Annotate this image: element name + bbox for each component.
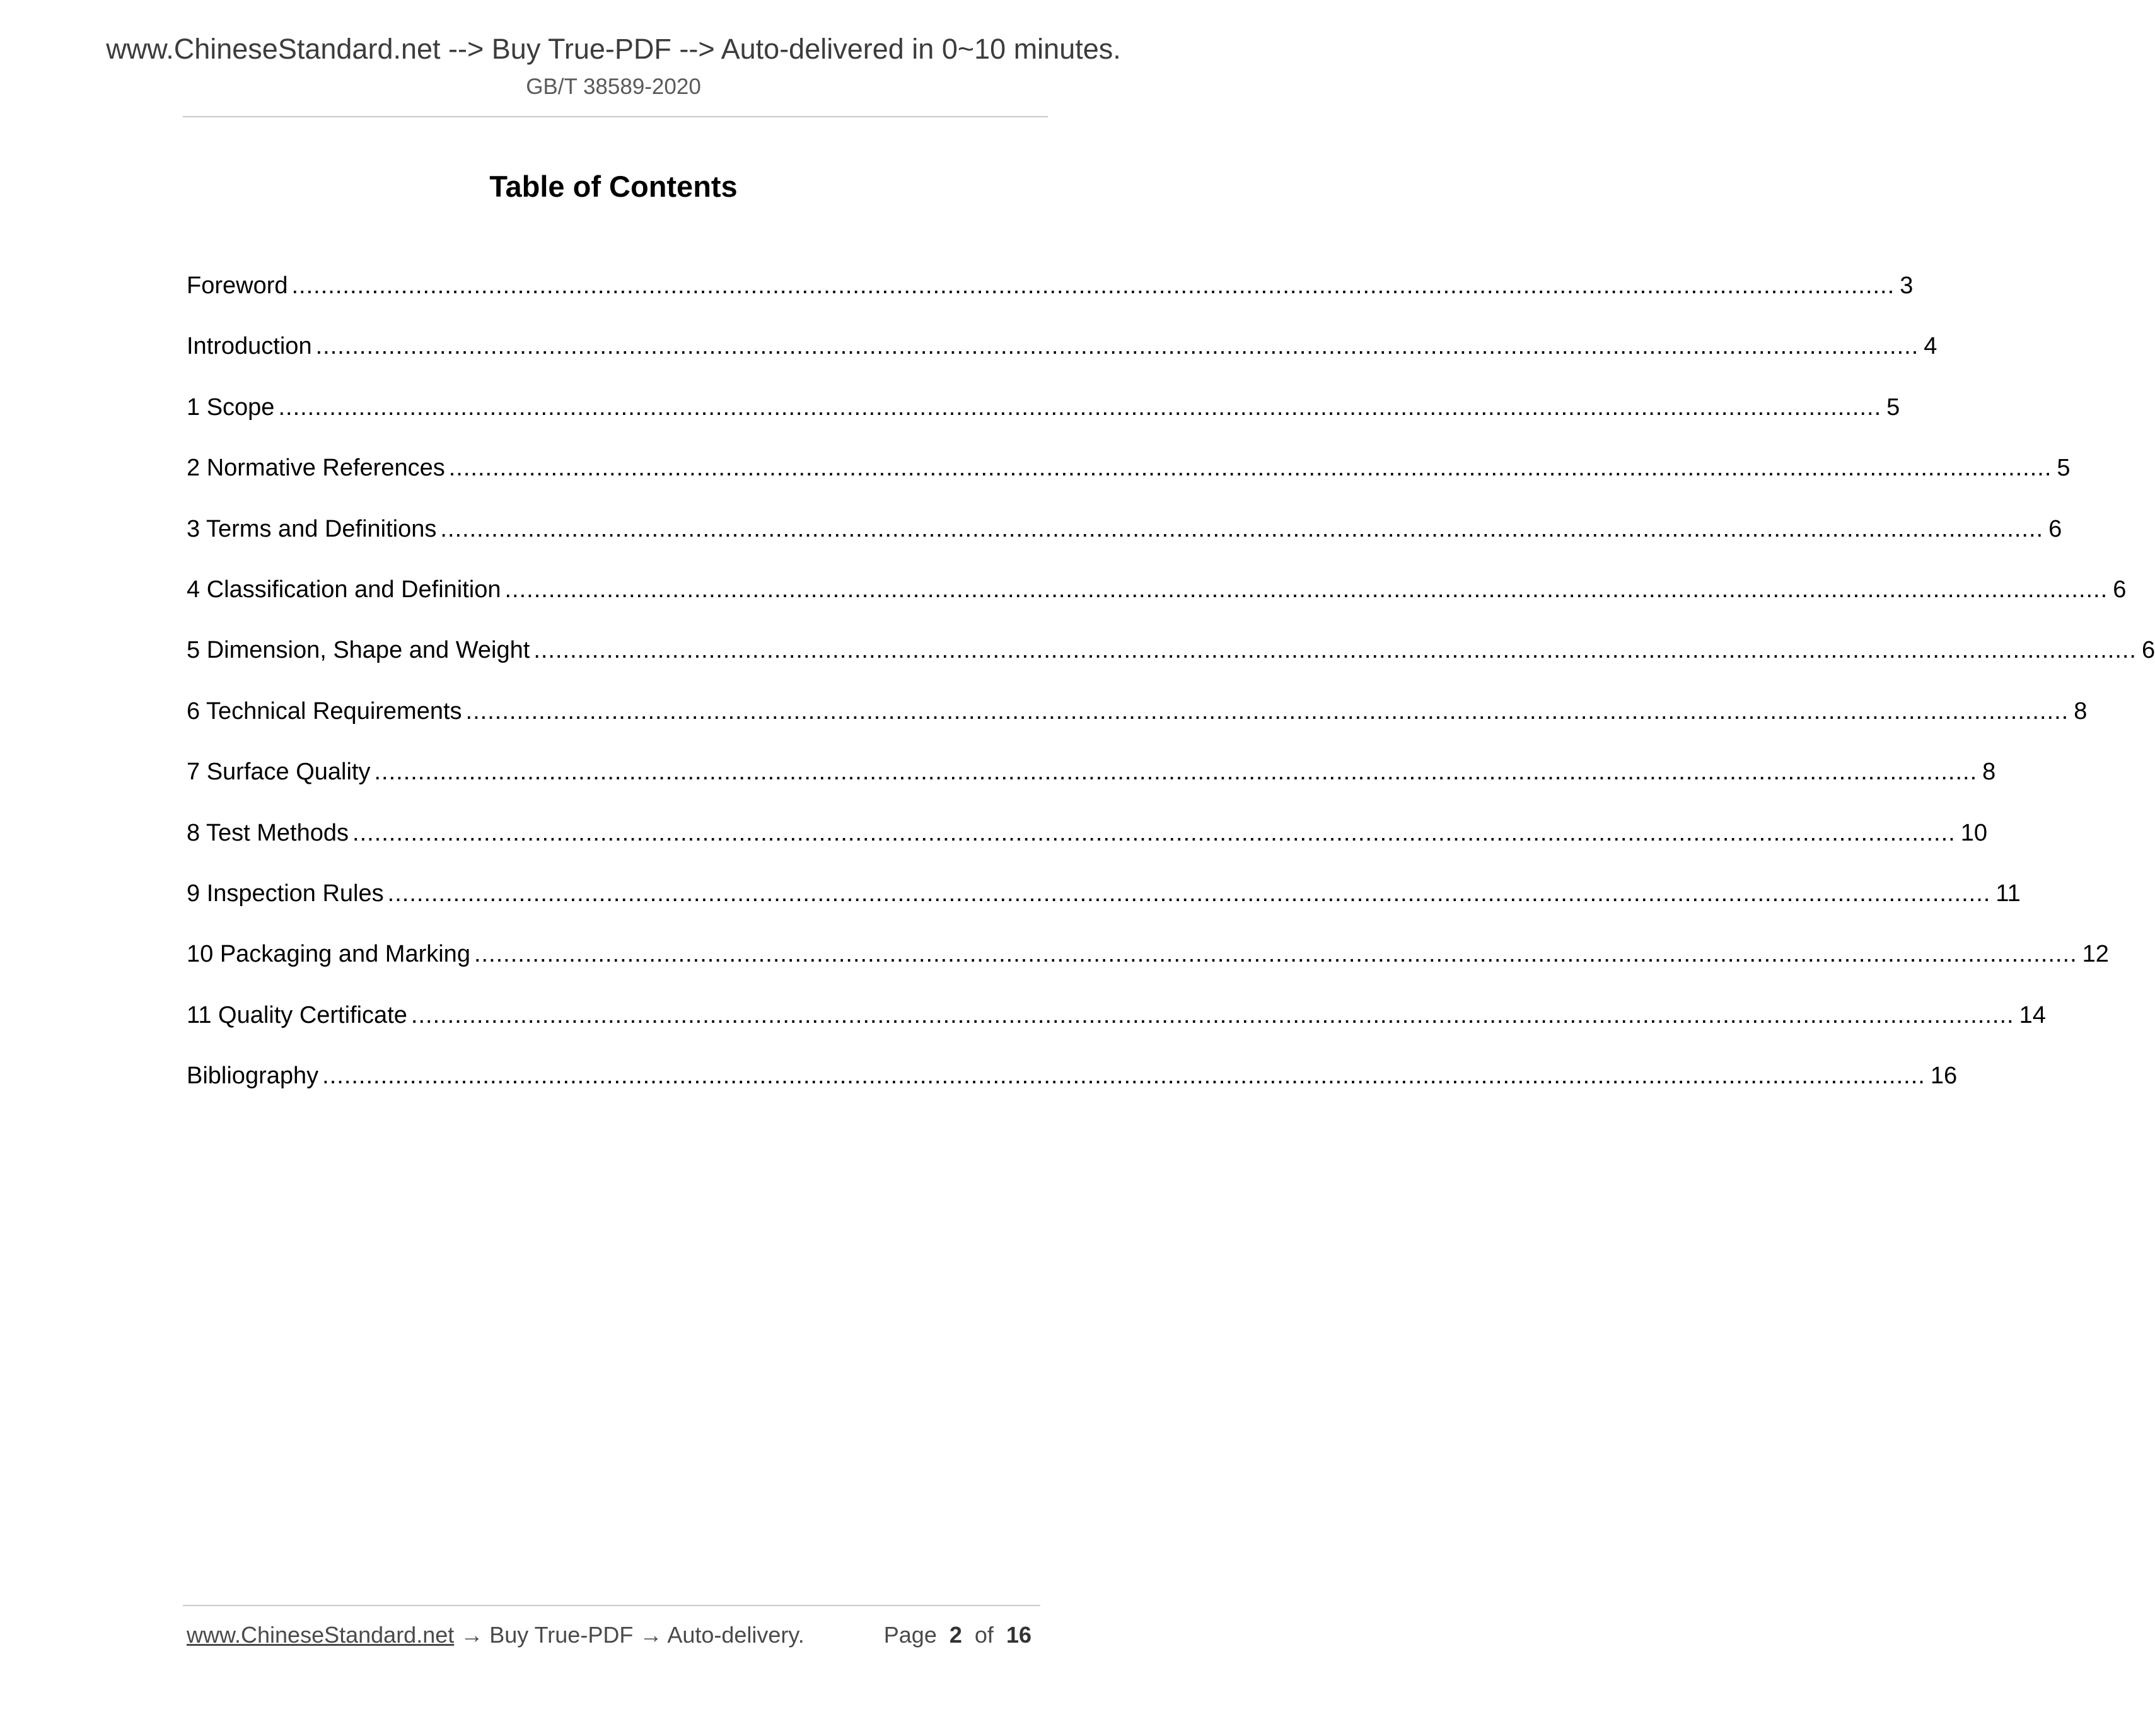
toc-entry-page: 11 xyxy=(1995,880,2021,907)
toc-leader-dots: ............................................................................................................................................................................................................................ xyxy=(410,1001,2014,1028)
page-of-label: of xyxy=(974,1622,994,1648)
toc-entry-inspection-rules[interactable] xyxy=(187,880,2021,941)
toc-leader-dots: ............................................................................................................................................................................................................................ xyxy=(533,637,2137,664)
page-label: Page xyxy=(883,1622,937,1648)
toc-entry-page: 6 xyxy=(2142,637,2155,664)
toc-entry-page: 6 xyxy=(2113,576,2127,603)
document-code: GB/T 38589-2020 xyxy=(526,74,701,99)
toc-entry-technical-requirements[interactable] xyxy=(187,697,2088,759)
toc-leader-dots: ............................................................................................................................................................................................................................ xyxy=(448,455,2052,482)
toc-leader-dots: ............................................................................................................................................................................................................................ xyxy=(387,880,1991,907)
toc-entry-label: 2 Normative References xyxy=(187,455,445,482)
toc-entry-label: 6 Technical Requirements xyxy=(187,697,462,725)
toc-leader-dots: ............................................................................................................................................................................................................................ xyxy=(374,759,1978,786)
toc-entry-normative-references[interactable] xyxy=(187,455,2071,515)
toc-entry-label: 7 Surface Quality xyxy=(187,759,371,786)
toc-entry-scope[interactable] xyxy=(187,393,1900,455)
toc-entry-test-methods[interactable] xyxy=(187,819,1987,880)
toc-entry-page: 4 xyxy=(1924,333,1937,360)
toc-leader-dots: ............................................................................................................................................................................................................................ xyxy=(315,333,1919,360)
toc-entry-page: 5 xyxy=(1886,393,1900,421)
toc-entry-label: 1 Scope xyxy=(187,393,275,421)
toc-entry-label: 8 Test Methods xyxy=(187,819,349,846)
page-total: 16 xyxy=(1006,1622,1031,1648)
toc-leader-dots: ............................................................................................................................................................................................................................ xyxy=(352,819,1956,846)
toc-leader-dots: ............................................................................................................................................................................................................................ xyxy=(465,697,2069,725)
toc-list xyxy=(187,272,2155,1123)
toc-entry-classification-definition[interactable] xyxy=(187,576,2127,637)
toc-entry-page: 8 xyxy=(1982,759,1996,786)
toc-entry-quality-certificate[interactable] xyxy=(187,1001,2046,1063)
toc-title: Table of Contents xyxy=(489,170,738,203)
page-current: 2 xyxy=(949,1622,962,1648)
toc-entry-foreword[interactable] xyxy=(187,272,1914,333)
toc-leader-dots: ............................................................................................................................................................................................................................ xyxy=(322,1063,1926,1090)
page-number xyxy=(884,1622,1031,1648)
toc-entry-label: 11 Quality Certificate xyxy=(187,1001,407,1028)
toc-leader-dots: ............................................................................................................................................................................................................................ xyxy=(473,941,2077,968)
toc-entry-introduction[interactable] xyxy=(187,333,1937,393)
toc-entry-page: 16 xyxy=(1930,1063,1958,1090)
toc-entry-page: 5 xyxy=(2057,455,2071,482)
toc-leader-dots: ............................................................................................................................................................................................................................ xyxy=(291,272,1895,299)
toc-leader-dots: ............................................................................................................................................................................................................................ xyxy=(278,393,1882,421)
footer-divider xyxy=(183,1605,1040,1606)
toc-entry-page: 14 xyxy=(2019,1001,2046,1028)
footer-promo xyxy=(187,1622,804,1648)
toc-leader-dots: ............................................................................................................................................................................................................................ xyxy=(440,515,2044,542)
toc-entry-label: 9 Inspection Rules xyxy=(187,880,384,907)
footer-tagline: → Buy True-PDF → Auto-delivery. xyxy=(454,1622,804,1648)
toc-entry-label: 4 Classification and Definition xyxy=(187,576,501,603)
toc-entry-label: Foreword xyxy=(187,272,288,299)
toc-entry-label: 3 Terms and Definitions xyxy=(187,515,437,542)
toc-entry-page: 3 xyxy=(1900,272,1914,299)
toc-entry-label: 10 Packaging and Marking xyxy=(187,941,470,968)
toc-entry-surface-quality[interactable] xyxy=(187,759,1996,819)
toc-entry-page: 6 xyxy=(2048,515,2062,542)
toc-entry-terms-definitions[interactable] xyxy=(187,515,2062,576)
toc-entry-packaging-marking[interactable] xyxy=(187,941,2109,1001)
toc-entry-page: 8 xyxy=(2074,697,2088,725)
toc-entry-page: 12 xyxy=(2082,941,2109,968)
toc-entry-label: 5 Dimension, Shape and Weight xyxy=(187,637,530,664)
toc-entry-page: 10 xyxy=(1960,819,1987,846)
header-banner: www.ChineseStandard.net --> Buy True-PDF --> Auto-delivered in 0~10 minutes. xyxy=(106,33,1121,65)
toc-leader-dots: ............................................................................................................................................................................................................................ xyxy=(504,576,2108,603)
toc-entry-label: Introduction xyxy=(187,333,312,360)
header-divider xyxy=(183,116,1048,117)
footer-site-link[interactable]: www.ChineseStandard.net xyxy=(187,1622,455,1648)
toc-entry-dimension-shape-weight[interactable] xyxy=(187,637,2155,697)
toc-entry-label: Bibliography xyxy=(187,1063,319,1090)
toc-entry-bibliography[interactable] xyxy=(187,1063,1958,1123)
